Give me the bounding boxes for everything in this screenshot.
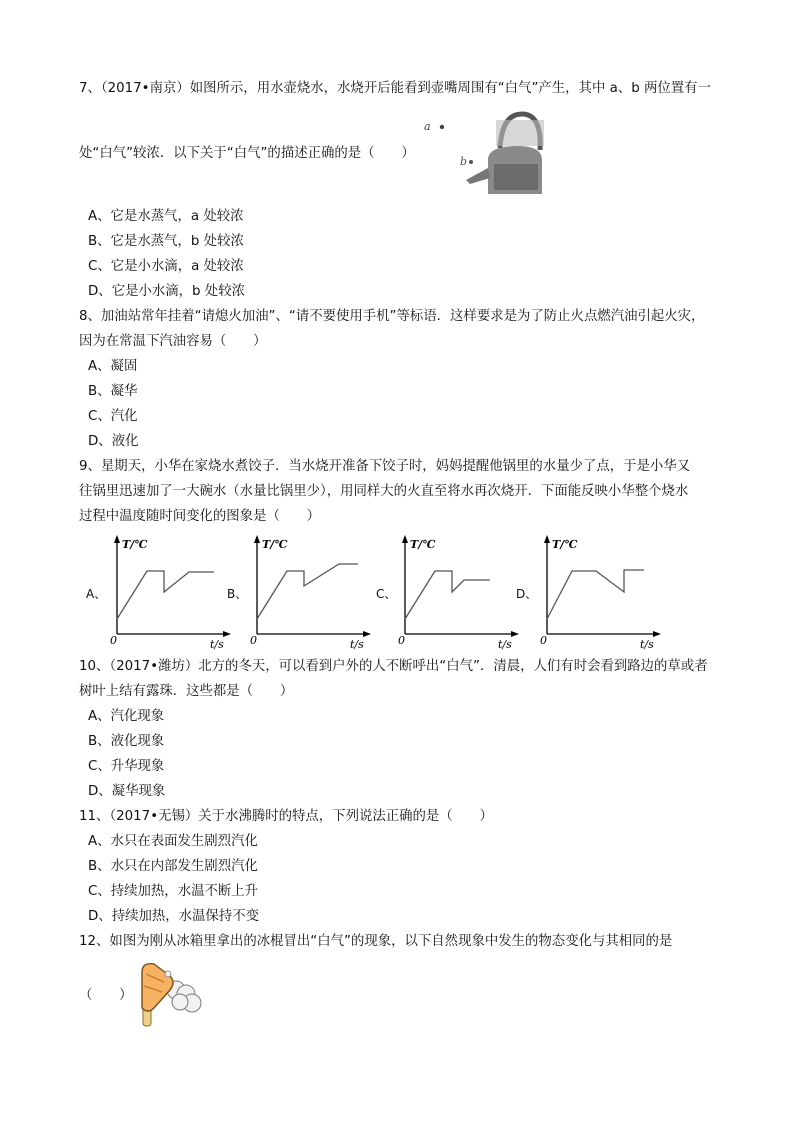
graph-d-xlabel: t/s bbox=[640, 638, 654, 651]
graph-c bbox=[392, 530, 522, 652]
q10-option-b: B、液化现象 bbox=[88, 734, 165, 749]
q10-stem-line1: 10、（2017•潍坊）北方的冬天，可以看到户外的人不断呼出“白气”．清晨，人们有时会看到路边的草或者 bbox=[79, 659, 708, 674]
q7-stem-line1: 7、（2017•南京）如图所示，用水壶烧水，水烧开后能看到壶嘴周围有“白气”产生，其中 a、b 两位置有一 bbox=[79, 81, 711, 96]
q8-stem-line2: 因为在常温下汽油容易（ ） bbox=[79, 334, 267, 349]
q7-option-b: B、它是水蒸气，b 处较浓 bbox=[88, 234, 244, 249]
q8-option-c: C、汽化 bbox=[88, 409, 138, 424]
q9-stem-line3: 过程中温度随时间变化的图象是（ ） bbox=[79, 509, 321, 524]
graph-c-origin: 0 bbox=[398, 634, 405, 647]
q11-option-b: B、水只在内部发生剧烈汽化 bbox=[88, 859, 258, 874]
q7-stem-line2: 处“白气”较浓．以下关于“白气”的描述正确的是（ ） bbox=[79, 146, 415, 161]
graph-b bbox=[244, 530, 374, 652]
q10-option-c: C、升华现象 bbox=[88, 759, 165, 774]
graph-a-label: A、 bbox=[86, 587, 107, 601]
q11-option-c: C、持续加热，水温不断上升 bbox=[88, 884, 259, 899]
graph-b-label: B、 bbox=[227, 587, 248, 601]
graph-a bbox=[104, 530, 234, 652]
q7-option-d: D、它是小水滴，b 处较浓 bbox=[88, 284, 245, 299]
q7-option-a: A、它是水蒸气，a 处较浓 bbox=[88, 209, 244, 224]
graph-d-ylabel: T/℃ bbox=[552, 538, 578, 551]
kettle-image bbox=[418, 108, 544, 196]
q8-option-d: D、液化 bbox=[88, 434, 139, 449]
figure-label-a: a bbox=[424, 120, 431, 133]
q10-option-a: A、汽化现象 bbox=[88, 709, 165, 724]
q11-option-a: A、水只在表面发生剧烈汽化 bbox=[88, 834, 258, 849]
graph-d-label: D、 bbox=[516, 587, 538, 601]
q12-stem-line1: 12、如图为刚从冰箱里拿出的冰棍冒出“白气”的现象，以下自然现象中发生的物态变化与其相同的是 bbox=[79, 934, 673, 949]
q8-stem-line1: 8、加油站常年挂着“请熄火加油”、“请不要使用手机”等标语．这样要求是为了防止火点燃汽油引起火灾， bbox=[79, 309, 705, 324]
q11-option-d: D、持续加热，水温保持不变 bbox=[88, 909, 259, 924]
q11-stem-line1: 11、（2017•无锡）关于水沸腾时的特点，下列说法正确的是（ ） bbox=[79, 809, 493, 824]
figure-label-b: b bbox=[460, 155, 468, 168]
graph-d bbox=[534, 530, 664, 652]
q9-stem-line1: 9、星期天，小华在家烧水煮饺子．当水烧开准备下饺子时，妈妈提醒他锅里的水量少了点，于是小华又 bbox=[79, 459, 691, 474]
graph-b-origin: 0 bbox=[250, 634, 257, 647]
graph-c-ylabel: T/℃ bbox=[410, 538, 436, 551]
q10-stem-line2: 树叶上结有露珠．这些都是（ ） bbox=[79, 684, 294, 699]
graph-c-xlabel: t/s bbox=[498, 638, 512, 651]
q8-option-a: A、凝固 bbox=[88, 359, 138, 374]
graph-a-ylabel: T/℃ bbox=[122, 538, 148, 551]
graph-d-origin: 0 bbox=[540, 634, 547, 647]
graph-b-xlabel: t/s bbox=[350, 638, 364, 651]
graph-c-label: C、 bbox=[376, 587, 397, 601]
q7-option-c: C、它是小水滴，a 处较浓 bbox=[88, 259, 244, 274]
graph-b-ylabel: T/℃ bbox=[262, 538, 288, 551]
q12-stem-line2: （ ） bbox=[79, 988, 133, 1003]
q9-stem-line2: 往锅里迅速加了一大碗水（水量比锅里少），用同样大的火直至将水再次烧开．下面能反映小华整个烧水 bbox=[79, 484, 689, 499]
q8-option-b: B、凝华 bbox=[88, 384, 138, 399]
graph-a-xlabel: t/s bbox=[210, 638, 224, 651]
popsicle-image bbox=[132, 958, 204, 1030]
graph-a-origin: 0 bbox=[110, 634, 117, 647]
q10-option-d: D、凝华现象 bbox=[88, 784, 166, 799]
